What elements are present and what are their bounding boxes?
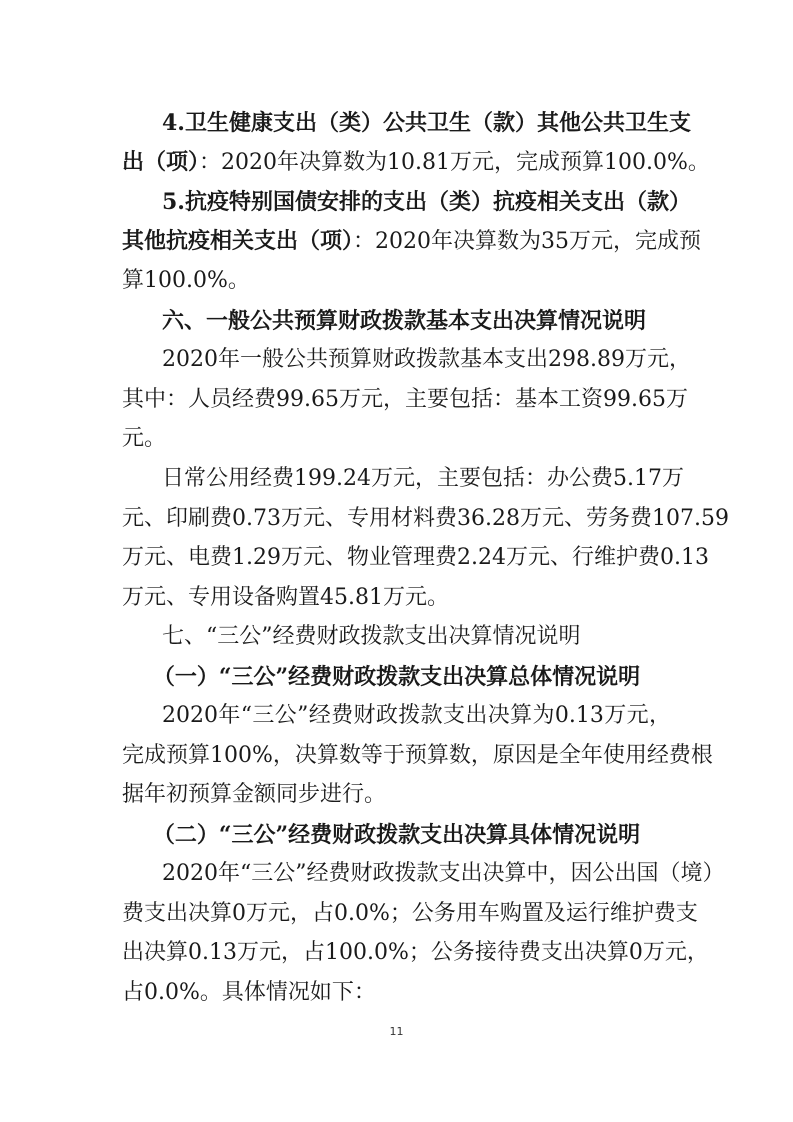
- page-number: 11: [389, 1025, 404, 1038]
- section-7-sub2-line4: 占0.0%。具体情况如下：: [122, 980, 376, 1005]
- item-4-heading: 4.卫生健康支出（类）公共卫生（款）其他公共卫生支: [162, 110, 691, 136]
- section-7-sub2-line3: 出决算0.13万元，占100.0%；公务接待费支出决算0万元，: [122, 940, 709, 965]
- section-7-sub2-line1: 2020年“三公”经费财政拨款支出决算中，因公出国（境）: [162, 861, 725, 886]
- item-4-heading-cont: 出（项）: [122, 149, 200, 175]
- section-6-title: 六、一般公共预算财政拨款基本支出决算情况说明: [162, 308, 647, 334]
- section-7-sub2-line2: 费支出决算0万元，占0.0%；公务用车购置及运行维护费支: [122, 901, 698, 926]
- item-5-heading: 5.抗疫特别国债安排的支出（类）抗疫相关支出（款）: [162, 189, 691, 215]
- section-7-subtitle-2: （二）“三公”经费财政拨款支出决算具体情况说明: [152, 822, 641, 848]
- item-4-text: ：2020年决算数为10.81万元，完成预算100.0%。: [199, 150, 710, 175]
- section-6-p2-line2: 元、印刷费0.73万元、专用材料费36.28万元、劳务费107.59: [122, 506, 729, 531]
- item-5-heading-cont: 其他抗疫相关支出（项）: [122, 228, 354, 254]
- item-4-line2: [122, 147, 710, 178]
- section-6-p2-line3: 万元、电费1.29万元、物业管理费2.24万元、行维护费0.13: [122, 545, 709, 570]
- item-5-line2: [122, 226, 701, 257]
- item-5-text: ：2020年决算数为35万元，完成预: [353, 229, 701, 254]
- section-6-p1-line3: 元。: [122, 426, 167, 451]
- section-7-subtitle-1: （一）“三公”经费财政拨款支出决算总体情况说明: [152, 664, 641, 690]
- section-6-p2-line1: 日常公用经费199.24万元，主要包括：办公费5.17万: [162, 466, 684, 491]
- section-6-p1-line2: 其中：人员经费99.65万元，主要包括：基本工资99.65万: [122, 387, 688, 412]
- section-7-sub1-line3: 据年初预算金额同步进行。: [122, 782, 387, 807]
- section-7-sub1-line1: 2020年“三公”经费财政拨款支出决算为0.13万元，: [162, 703, 671, 728]
- item-5-line3: 算100.0%。: [122, 268, 250, 293]
- section-6-p1-line1: 2020年一般公共预算财政拨款基本支出298.89万元，: [162, 347, 691, 372]
- section-7-sub1-line2: 完成预算100%，决算数等于预算数，原因是全年使用经费根: [122, 743, 713, 768]
- section-6-p2-line4: 万元、专用设备购置45.81万元。: [122, 585, 449, 610]
- section-7-title: 七、“三公”经费财政拨款支出决算情况说明: [162, 624, 581, 649]
